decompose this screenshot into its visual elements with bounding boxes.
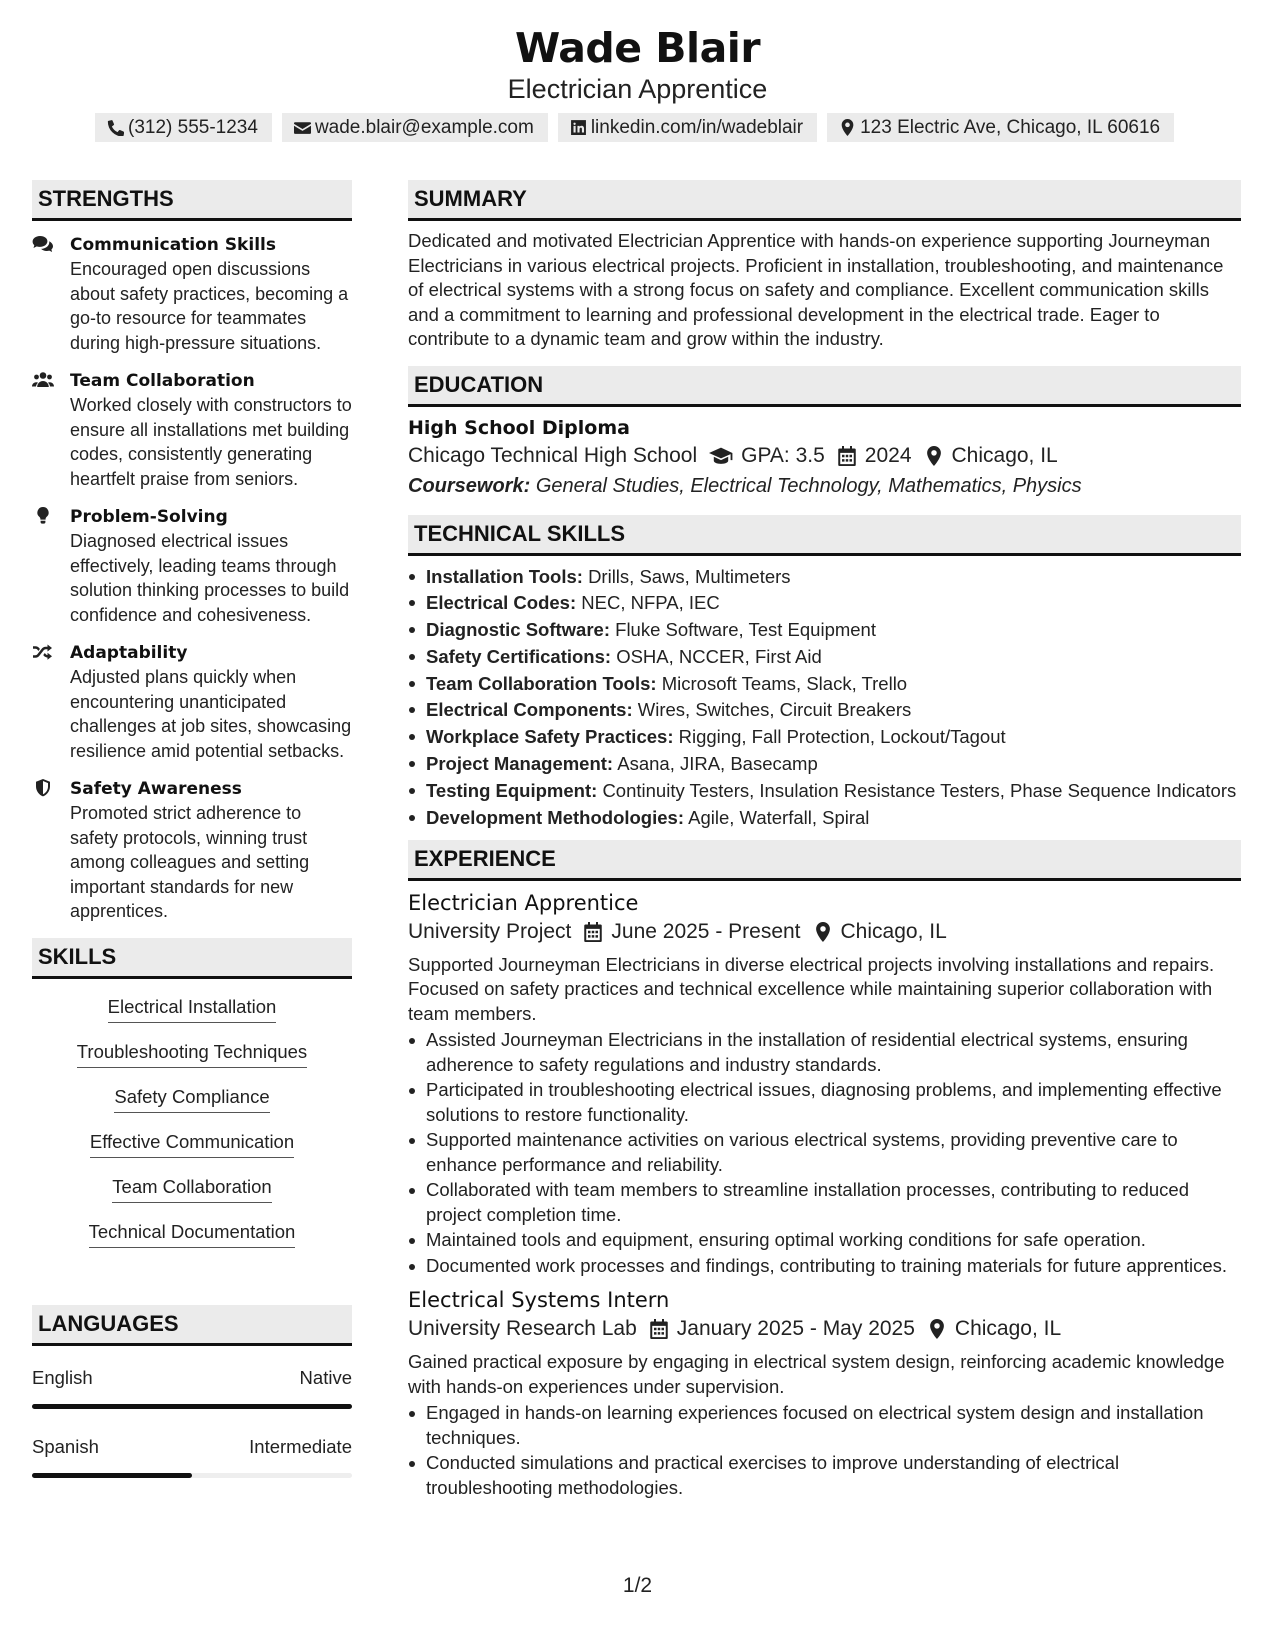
left-column <box>32 180 352 1504</box>
strength-item <box>32 505 352 627</box>
skill-value: Rigging, Fall Protection, Lockout/Tagout <box>678 726 1006 748</box>
strength-item <box>32 369 352 491</box>
envelope-icon <box>294 119 311 136</box>
experience-heading: EXPERIENCE <box>408 840 1241 881</box>
list-item <box>408 697 1241 722</box>
page-number: 1/2 <box>622 1574 653 1597</box>
language-proficiency-fill <box>32 1404 352 1409</box>
skill-tag: Electrical Installation <box>108 995 277 1023</box>
graduation-cap-icon <box>709 446 733 466</box>
languages-list <box>32 1366 352 1478</box>
list-item <box>408 671 1241 696</box>
language-level: Intermediate <box>249 1435 352 1457</box>
calendar-icon <box>837 446 857 466</box>
strength-desc: Diagnosed electrical issues effectively, leading teams through solution thinking processes to build confidence and cohesiveness. <box>70 531 350 625</box>
gpa-text: GPA: 3.5 <box>741 443 825 467</box>
strength-item <box>32 641 352 763</box>
list-item <box>408 751 1241 776</box>
calendar-icon <box>583 922 603 942</box>
map-marker-icon <box>839 119 856 136</box>
language-proficiency-fill <box>32 1473 192 1478</box>
phone-text: (312) 555-1234 <box>128 116 258 138</box>
skill-tag: Safety Compliance <box>114 1085 269 1113</box>
strength-title: Team Collaboration <box>70 371 255 391</box>
linkedin-text: linkedin.com/in/wadeblair <box>590 116 804 138</box>
job-meta <box>408 1314 1241 1344</box>
job-entry <box>408 889 1241 1279</box>
lightbulb-icon <box>32 507 54 525</box>
skills-list <box>32 995 352 1265</box>
skill-label: Workplace Safety Practices: <box>426 726 674 748</box>
contact-bar <box>95 113 1174 142</box>
strength-title: Safety Awareness <box>70 779 242 799</box>
list-item: Collaborated with team members to streamline installation processes, contributing to reduced project completion time. <box>408 1178 1241 1227</box>
resume-header <box>0 22 1275 104</box>
map-marker-icon <box>927 1319 947 1339</box>
technical-skills-list <box>408 564 1241 830</box>
shield-icon <box>32 779 54 797</box>
skill-label: Testing Equipment: <box>426 779 598 801</box>
list-item <box>408 778 1241 803</box>
job-description: Gained practical exposure by engaging in electrical system design, reinforcing academic knowledge with hands-on experiences under supervision. <box>408 1351 1225 1397</box>
skill-value: Continuity Testers, Insulation Resistance Testers, Phase Sequence Indicators <box>602 779 1237 801</box>
linkedin-chip[interactable] <box>558 113 817 142</box>
skill-value: Microsoft Teams, Slack, Trello <box>661 672 908 694</box>
coursework-list: General Studies, Electrical Technology, Mathematics, Physics <box>535 474 1082 497</box>
language-name: English <box>32 1366 93 1388</box>
list-item: Documented work processes and findings, contributing to training materials for future apprentices. <box>408 1254 1241 1279</box>
address-text: 123 Electric Ave, Chicago, IL 60616 <box>860 116 1161 138</box>
strength-title: Problem-Solving <box>70 507 228 527</box>
address-chip <box>827 113 1174 142</box>
strength-desc: Encouraged open discussions about safety practices, becoming a go-to resource for teammates during high-pressure situations. <box>70 259 349 353</box>
language-level: Native <box>299 1366 352 1388</box>
skill-tag: Troubleshooting Techniques <box>77 1040 307 1068</box>
list-item: Maintained tools and equipment, ensuring optimal working conditions for safe operation. <box>408 1228 1241 1253</box>
strength-title: Adaptability <box>70 643 188 663</box>
job-dates: June 2025 - Present <box>611 919 801 943</box>
skill-value: Fluke Software, Test Equipment <box>615 619 876 641</box>
linkedin-icon <box>570 119 587 136</box>
list-item: Assisted Journeyman Electricians in the installation of residential electrical systems, ensuring adherence to safety regulations and industry standards. <box>408 1028 1241 1077</box>
skill-value: Drills, Saws, Multimeters <box>588 565 791 587</box>
strengths-heading: STRENGTHS <box>32 180 352 221</box>
job-location: Chicago, IL <box>840 919 947 943</box>
strengths-list <box>32 233 352 924</box>
list-item <box>408 724 1241 749</box>
skill-label: Installation Tools: <box>426 565 583 587</box>
summary-heading: SUMMARY <box>408 180 1241 221</box>
candidate-name: Wade Blair <box>514 24 761 72</box>
calendar-icon <box>649 1319 669 1339</box>
strength-item <box>32 777 352 924</box>
technical-skills-heading: TECHNICAL SKILLS <box>408 515 1241 556</box>
degree-title: High School Diploma <box>408 416 630 439</box>
job-bullets <box>408 1401 1241 1500</box>
school-name: Chicago Technical High School <box>408 443 698 467</box>
list-item <box>408 644 1241 669</box>
list-item <box>408 590 1241 615</box>
skill-value: OSHA, NCCER, First Aid <box>616 645 822 667</box>
skill-label: Team Collaboration Tools: <box>426 672 657 694</box>
comments-icon <box>32 235 54 253</box>
skill-tag: Team Collaboration <box>112 1175 271 1203</box>
map-marker-icon <box>813 922 833 942</box>
coursework <box>408 471 1241 501</box>
skill-label: Electrical Codes: <box>426 592 577 614</box>
skill-value: Wires, Switches, Circuit Breakers <box>637 699 912 721</box>
education-heading: EDUCATION <box>408 366 1241 407</box>
job-meta <box>408 917 1241 947</box>
candidate-title: Electrician Apprentice <box>507 74 768 104</box>
strength-title: Communication Skills <box>70 235 276 255</box>
shuffle-icon <box>32 643 54 661</box>
job-dates: January 2025 - May 2025 <box>676 1317 915 1341</box>
strength-desc: Promoted strict adherence to safety protocols, winning trust among colleagues and setting important standards for new apprentices. <box>70 803 310 921</box>
strength-desc: Adjusted plans quickly when encountering unanticipated challenges at job sites, showcasing resilience amid potential setbacks. <box>70 667 352 761</box>
job-bullets <box>408 1028 1241 1278</box>
map-marker-icon <box>924 446 944 466</box>
list-item <box>408 617 1241 642</box>
skill-label: Safety Certifications: <box>426 645 612 667</box>
languages-heading: LANGUAGES <box>32 1305 352 1346</box>
job-org: University Research Lab <box>408 1317 637 1341</box>
job-title: Electrical Systems Intern <box>408 1288 670 1313</box>
list-item: Supported maintenance activities on various electrical systems, providing preventive care to enhance performance and reliability. <box>408 1128 1241 1177</box>
strength-item <box>32 233 352 355</box>
list-item: Engaged in hands-on learning experiences focused on electrical system design and installation techniques. <box>408 1401 1241 1450</box>
coursework-label: Coursework: <box>408 474 531 497</box>
skill-label: Electrical Components: <box>426 699 633 721</box>
language-item <box>32 1366 352 1409</box>
skill-value: Asana, JIRA, Basecamp <box>617 753 818 775</box>
language-proficiency-bar <box>32 1404 352 1409</box>
phone-icon <box>107 119 124 136</box>
skill-label: Diagnostic Software: <box>426 619 610 641</box>
summary-text: Dedicated and motivated Electrician Apprentice with hands-on experience supporting Journeyman Electricians in various electrical projects. Proficient in installation, troubleshooting, and maintenance of electrical systems with a strong focus on safety and compliance. Excellent communication skills and a commitment to learning and professional development in the electrical trade. Eager to contribute to a dynamic team and grow within the industry. <box>408 230 1224 349</box>
skill-value: Agile, Waterfall, Spiral <box>688 806 870 828</box>
job-title: Electrician Apprentice <box>408 890 639 915</box>
list-item <box>408 564 1241 589</box>
phone-chip[interactable] <box>95 113 272 142</box>
job-org: University Project <box>408 919 572 943</box>
graduation-year: 2024 <box>864 443 912 467</box>
skill-label: Project Management: <box>426 753 614 775</box>
list-item: Conducted simulations and practical exercises to improve understanding of electrical troubleshooting methodologies. <box>408 1451 1241 1500</box>
job-entry <box>408 1286 1241 1500</box>
language-name: Spanish <box>32 1435 99 1457</box>
right-column <box>408 180 1241 1501</box>
email-text: wade.blair@example.com <box>314 116 534 138</box>
email-chip[interactable] <box>282 113 548 142</box>
skill-tag: Effective Communication <box>90 1130 294 1158</box>
users-icon <box>32 371 54 389</box>
skill-value: NEC, NFPA, IEC <box>581 592 720 614</box>
school-location: Chicago, IL <box>951 443 1058 467</box>
job-description: Supported Journeyman Electricians in diverse electrical projects involving installations and repairs. Focused on safety practices and technical excellence while maintaining superior collaboration with team members. <box>408 953 1215 1024</box>
education-meta <box>408 441 1241 471</box>
skills-heading: SKILLS <box>32 938 352 979</box>
list-item: Participated in troubleshooting electrical issues, diagnosing problems, and implementing effective solutions to restore functionality. <box>408 1078 1241 1127</box>
list-item <box>408 805 1241 830</box>
language-proficiency-bar <box>32 1473 352 1478</box>
job-location: Chicago, IL <box>954 1317 1062 1341</box>
language-item <box>32 1435 352 1478</box>
skill-label: Development Methodologies: <box>426 806 684 828</box>
skill-tag: Technical Documentation <box>89 1220 296 1248</box>
strength-desc: Worked closely with constructors to ensure all installations met building codes, consistently generating heartfelt praise from seniors. <box>70 395 352 489</box>
